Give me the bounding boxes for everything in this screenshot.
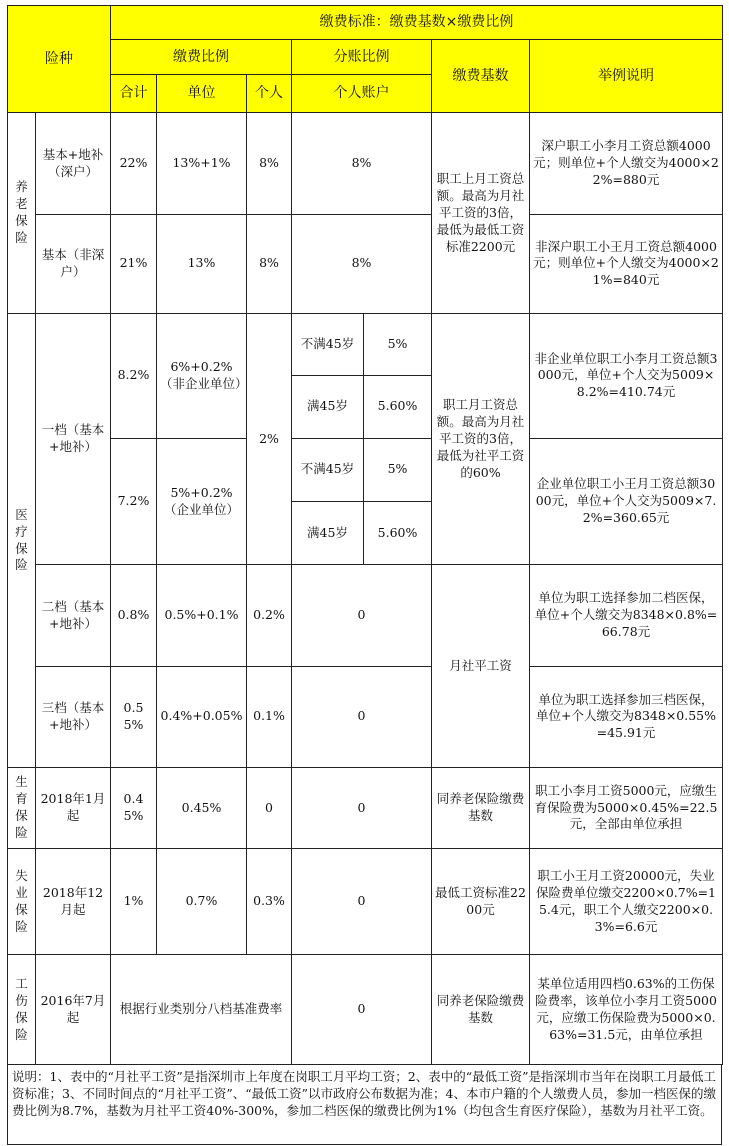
unemployment-base: 最低工资标准2200元 xyxy=(432,849,530,955)
medical-tier23-base: 月社平工资 xyxy=(432,565,530,768)
table-row xyxy=(8,768,723,849)
employer-ratio: 0.7% xyxy=(157,849,247,955)
table-row xyxy=(8,955,723,1065)
account-ratio: 0 xyxy=(292,768,432,849)
row-label: 基本+地补（深户） xyxy=(36,113,111,214)
example-text: 深户职工小李月工资总额4000元；则单位+个人缴交为4000×22%=880元 xyxy=(530,113,723,214)
account-ratio: 5% xyxy=(364,314,432,376)
employer-ratio: 13% xyxy=(157,214,247,313)
unemployment-label: 失业保险 xyxy=(8,849,36,955)
total-ratio: 22% xyxy=(111,113,157,214)
age-label: 满45岁 xyxy=(292,501,364,565)
row-label: 三档（基本+地补） xyxy=(36,666,111,767)
employer-ratio: 0.4%+0.05% xyxy=(157,666,247,767)
example-text: 单位为职工选择参加二档医保，单位+个人缴交为8348×0.8%=66.78元 xyxy=(530,565,723,666)
example-text: 某单位适用四档0.63%的工伤保险费率，该单位小李月工资5000元，应缴工伤保险费为5000×0.63%=31.5元，由单位承担 xyxy=(530,955,723,1065)
employer-header: 单位 xyxy=(157,74,247,113)
split-ratio-header: 分账比例 xyxy=(292,40,432,74)
maternity-label: 生育保险 xyxy=(8,768,36,849)
account-ratio: 8% xyxy=(292,214,432,313)
maternity-base: 同养老保险缴费基数 xyxy=(432,768,530,849)
total-ratio: 0.8% xyxy=(111,565,157,666)
row-label: 2016年7月起 xyxy=(36,955,111,1065)
notes: 说明：1、表中的“月社平工资”是指深圳市上年度在岗职工月平均工资；2、表中的“最低工资”是指深圳市当年在岗职工月最低工资标准；3、不同时间点的“月社平工资”、“最低工资”以市政府公布数据为准；4、本市户籍的个人缴费人员，参加一档医保的缴费比例为8.7%，基数为月社平工资40%-300%，参加二档医保的缴费比例为1%（均包含生育医疗保险），基数为月社平工资。 xyxy=(7,1065,722,1145)
example-text: 单位为职工选择参加三档医保，单位+个人缴交为8348×0.55%=45.91元 xyxy=(530,666,723,767)
total-ratio: 21% xyxy=(111,214,157,313)
injury-ratio: 根据行业类别分八档基准费率 xyxy=(111,955,292,1065)
row-label: 2018年1月起 xyxy=(36,768,111,849)
table-row xyxy=(8,565,723,666)
total-ratio: 1% xyxy=(111,849,157,955)
account-ratio: 5.60% xyxy=(364,501,432,565)
table-row xyxy=(8,113,723,214)
total-header: 合计 xyxy=(111,74,157,113)
example-text: 非企业单位职工小李月工资总额3000元，单位+个人交为5009×8.2%=410.74元 xyxy=(530,314,723,439)
pension-label: 养老保险 xyxy=(8,113,36,314)
formula-header: 缴费标准：缴费基数×缴费比例 xyxy=(111,6,723,40)
employer-ratio: 6%+0.2%（非企业单位） xyxy=(157,314,247,439)
total-ratio: 0.45% xyxy=(111,768,157,849)
medical-tier1-base: 职工月工资总额。最高为月社平工资的3倍，最低为社平工资的60% xyxy=(432,314,530,565)
total-ratio: 8.2% xyxy=(111,314,157,439)
personal-account-header: 个人账户 xyxy=(292,74,432,113)
table-row xyxy=(8,214,723,313)
medical-label: 医疗保险 xyxy=(8,314,36,768)
example-text: 非深户职工小王月工资总额4000元；则单位+个人缴交为4000×21%=840元 xyxy=(530,214,723,313)
table-row xyxy=(8,666,723,767)
individual-header: 个人 xyxy=(247,74,292,113)
total-ratio: 7.2% xyxy=(111,438,157,565)
payment-ratio-header: 缴费比例 xyxy=(111,40,292,74)
age-label: 满45岁 xyxy=(292,375,364,438)
example-header: 举例说明 xyxy=(530,40,723,113)
example-text: 职工小李月工资5000元，应缴生育保险费为5000×0.45%=22.5元，全部由单位承担 xyxy=(530,768,723,849)
account-ratio: 0 xyxy=(292,849,432,955)
age-label: 不满45岁 xyxy=(292,438,364,501)
employer-ratio: 5%+0.2%（企业单位） xyxy=(157,438,247,565)
injury-label: 工伤保险 xyxy=(8,955,36,1065)
age-label: 不满45岁 xyxy=(292,314,364,376)
account-ratio: 0 xyxy=(292,565,432,666)
social-insurance-table xyxy=(7,5,723,1065)
injury-base: 同养老保险缴费基数 xyxy=(432,955,530,1065)
individual-ratio: 0.1% xyxy=(247,666,292,767)
table-row xyxy=(8,849,723,955)
row-label: 基本（非深户） xyxy=(36,214,111,313)
individual-ratio: 0.3% xyxy=(247,849,292,955)
table-row xyxy=(8,438,723,501)
individual-ratio: 0.2% xyxy=(247,565,292,666)
table-row xyxy=(8,314,723,376)
row-label: 一档（基本+地补） xyxy=(36,314,111,565)
individual-ratio: 0 xyxy=(247,768,292,849)
row-label: 二档（基本+地补） xyxy=(36,565,111,666)
account-ratio: 0 xyxy=(292,666,432,767)
account-ratio: 5.60% xyxy=(364,375,432,438)
pension-base: 职工上月工资总额。最高为月社平工资的3倍，最低为最低工资标准2200元 xyxy=(432,113,530,314)
total-ratio: 0.55% xyxy=(111,666,157,767)
base-header: 缴费基数 xyxy=(432,40,530,113)
account-ratio: 5% xyxy=(364,438,432,501)
individual-ratio: 2% xyxy=(247,314,292,565)
individual-ratio: 8% xyxy=(247,113,292,214)
account-ratio: 8% xyxy=(292,113,432,214)
insurance-type-header: 险种 xyxy=(8,6,111,113)
employer-ratio: 0.5%+0.1% xyxy=(157,565,247,666)
row-label: 2018年12月起 xyxy=(36,849,111,955)
employer-ratio: 0.45% xyxy=(157,768,247,849)
employer-ratio: 13%+1% xyxy=(157,113,247,214)
individual-ratio: 8% xyxy=(247,214,292,313)
example-text: 企业单位职工小王月工资总额3000元，单位+个人交为5009×7.2%=360.65元 xyxy=(530,438,723,565)
example-text: 职工小王月工资20000元，失业保险费单位缴交2200×0.7%=15.4元，职工个人缴交2200×0.3%=6.6元 xyxy=(530,849,723,955)
account-ratio: 0 xyxy=(292,955,432,1065)
